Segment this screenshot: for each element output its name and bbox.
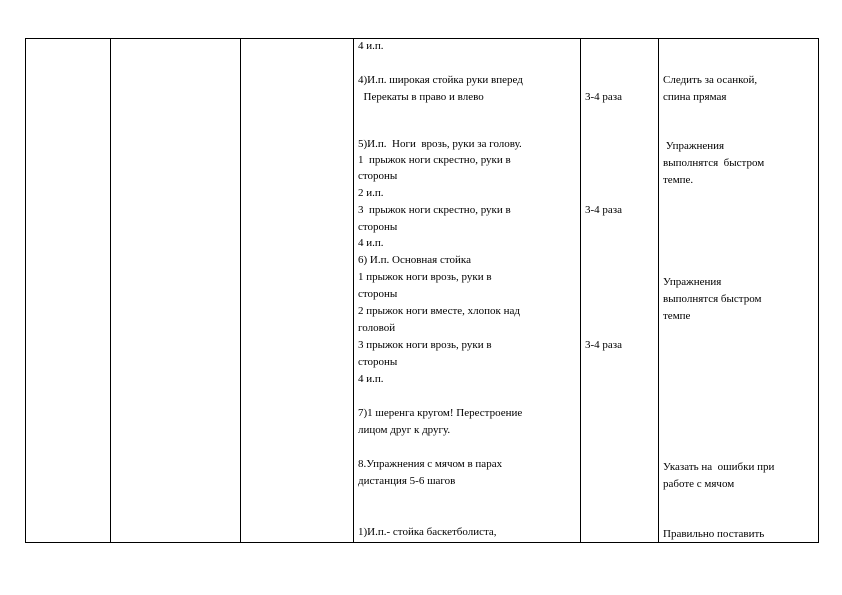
exercise-line: 7)1 шеренга кругом! Перестроение	[358, 407, 523, 419]
exercise-line: 6) И.п. Основная стойка	[358, 254, 471, 266]
table-col-border-2	[110, 38, 111, 543]
table-col-border-5	[580, 38, 581, 543]
exercise-line: 4)И.п. широкая стойка руки вперед	[358, 74, 523, 86]
exercise-line: 4 и.п.	[358, 40, 384, 52]
exercise-line: стороны	[358, 170, 398, 182]
note-line: Упражнения	[663, 140, 725, 152]
table-top-border	[25, 38, 818, 39]
note-line: работе с мячом	[663, 478, 735, 490]
note-line: Правильно поставить	[663, 528, 765, 540]
exercise-line: 2 и.п.	[358, 187, 384, 199]
exercise-line: стороны	[358, 356, 398, 368]
note-line: выполнятся быстром	[663, 293, 762, 305]
note-line: Следить за осанкой,	[663, 74, 758, 86]
table-col-border-6	[658, 38, 659, 543]
exercise-line: 2 прыжок ноги вместе, хлопок над	[358, 305, 521, 317]
dosage-cell: 3-4 раза	[585, 204, 623, 216]
exercise-line: 1 прыжок ноги скрестно, руки в	[358, 154, 511, 166]
exercise-line: стороны	[358, 221, 398, 233]
table-col-border-7	[818, 38, 819, 543]
exercise-line: 5)И.п. Ноги врозь, руки за голову.	[358, 138, 522, 150]
dosage-cell: 3-4 раза	[585, 339, 623, 351]
exercise-line: 8.Упражнения с мячом в парах	[358, 458, 503, 470]
exercise-line: стороны	[358, 288, 398, 300]
exercise-line: 4 и.п.	[358, 237, 384, 249]
exercise-line: головой	[358, 322, 396, 334]
exercise-line: дистанция 5-6 шагов	[358, 475, 456, 487]
exercise-line: 3 прыжок ноги скрестно, руки в	[358, 204, 511, 216]
exercise-line: 4 и.п.	[358, 373, 384, 385]
note-line: выполнятся быстром	[663, 157, 765, 169]
exercise-line: лицом друг к другу.	[358, 424, 451, 436]
note-line: темпе	[663, 310, 691, 322]
exercise-line: 3 прыжок ноги врозь, руки в	[358, 339, 492, 351]
note-line: Упражнения	[663, 276, 722, 288]
table-col-border-4	[353, 38, 354, 543]
exercise-line: 1)И.п.- стойка баскетболиста,	[358, 526, 497, 538]
exercise-line: Перекаты в право и влево	[358, 91, 484, 103]
note-line: Указать на ошибки при	[663, 461, 775, 473]
dosage-cell: 3-4 раза	[585, 91, 623, 103]
table-col-border-3	[240, 38, 241, 543]
table-col-border-1	[25, 38, 26, 543]
note-line: спина прямая	[663, 91, 727, 103]
note-line: темпе.	[663, 174, 694, 186]
exercise-line: 1 прыжок ноги врозь, руки в	[358, 271, 492, 283]
